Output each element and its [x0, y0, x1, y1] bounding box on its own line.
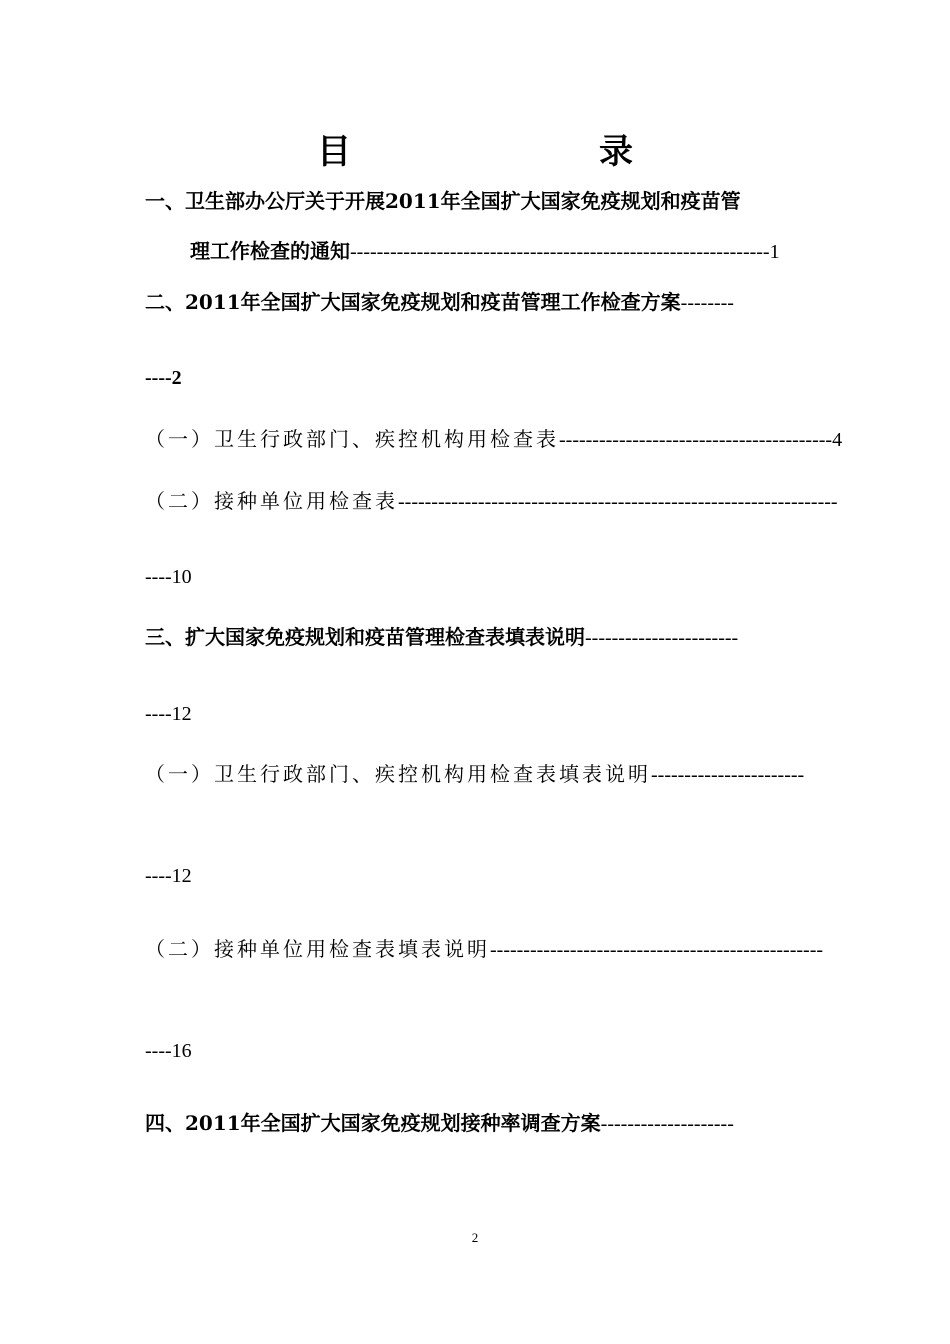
toc-entry-3-1-page-number: ----12: [145, 865, 192, 887]
toc-entry-2-2-page: [145, 561, 192, 592]
toc-entry-3-2-leader: --------------------------------------------------: [490, 939, 824, 961]
page-title: 目 录: [317, 132, 693, 172]
page-number: 2: [471, 1230, 479, 1245]
toc-entry-3-1-page: [145, 860, 192, 891]
toc-entry-3-leader: -----------------------: [585, 627, 739, 649]
toc-entry-4-leader: --------------------: [600, 1113, 734, 1135]
toc-entry-2-2-leader: ------------------------------------------------------------------: [398, 491, 838, 513]
toc-entry-2-1-leader: -----------------------------------------4: [559, 429, 843, 451]
toc-entry-1-line-1: [145, 186, 741, 216]
toc-entry-2-2-text: （二）接种单位用检查表: [145, 489, 398, 513]
toc-entry-3-page: [145, 698, 192, 729]
toc-entry-3-1: [145, 759, 804, 790]
toc-entry-2-page-number: ----2: [145, 367, 182, 389]
toc-entry-1-leader: ---------------------------------------------------------------1: [350, 241, 780, 263]
toc-entry-3-2-page: [145, 1035, 192, 1066]
toc-entry-2-2: [145, 486, 838, 517]
toc-entry-3-2-page-number: ----16: [145, 1040, 192, 1062]
toc-entry-1-line-2: [190, 236, 780, 267]
toc-entry-3-1-leader: -----------------------: [651, 764, 805, 786]
toc-entry-3: [145, 622, 738, 653]
toc-entry-2-text: 二、2011年全国扩大国家免疫规划和疫苗管理工作检查方案: [145, 290, 681, 314]
toc-entry-3-2-text: （二）接种单位用检查表填表说明: [145, 937, 490, 961]
toc-entry-3-text: 三、扩大国家免疫规划和疫苗管理检查表填表说明: [145, 625, 585, 649]
toc-entry-4-text: 四、2011年全国扩大国家免疫规划接种率调查方案: [145, 1111, 601, 1135]
toc-entry-2-1: [145, 424, 842, 455]
toc-entry-3-2: [145, 934, 823, 965]
toc-entry-1-text-cont: 理工作检查的通知: [190, 239, 350, 263]
toc-entry-2: [145, 287, 734, 318]
toc-entry-2-1-text: （一）卫生行政部门、疾控机构用检查表: [145, 427, 559, 451]
toc-entry-2-leader: --------: [680, 292, 734, 314]
toc-entry-4: [145, 1108, 734, 1139]
toc-entry-2-page: [145, 362, 182, 393]
toc-entry-2-2-page-number: ----10: [145, 566, 192, 588]
toc-entry-3-1-text: （一）卫生行政部门、疾控机构用检查表填表说明: [145, 762, 651, 786]
toc-entry-3-page-number: ----12: [145, 703, 192, 725]
toc-entry-1-text: 一、卫生部办公厅关于开展2011年全国扩大国家免疫规划和疫苗管: [145, 189, 741, 213]
